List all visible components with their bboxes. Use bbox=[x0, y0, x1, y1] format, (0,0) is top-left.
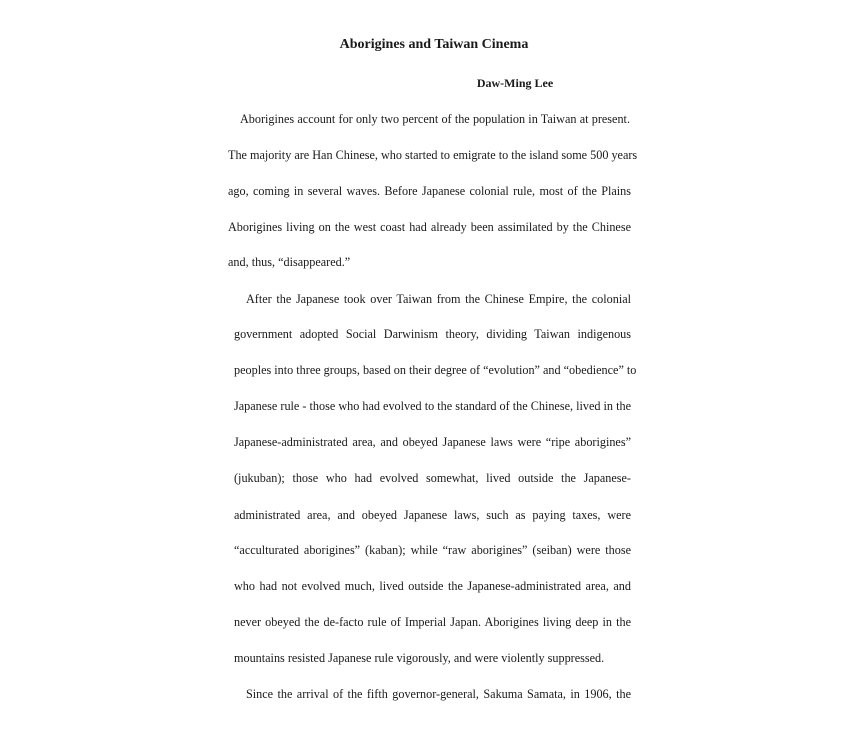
text-line: “acculturated aborigines” (kaban); while “raw aborigines” (seiban) were those bbox=[234, 543, 631, 557]
document-author: Daw-Ming Lee bbox=[476, 76, 554, 90]
text-line: ago, coming in several waves. Before Japanese colonial rule, most of the Plains bbox=[228, 184, 631, 198]
text-line: never obeyed the de-facto rule of Imperial Japan. Aborigines living deep in the bbox=[234, 615, 631, 629]
text-line: Japanese-administrated area, and obeyed Japanese laws were “ripe aborigines” bbox=[234, 435, 631, 449]
text-line: government adopted Social Darwinism theory, dividing Taiwan indigenous bbox=[234, 327, 631, 341]
text-line: The majority are Han Chinese, who started to emigrate to the island some 500 years bbox=[228, 148, 638, 162]
text-line: Since the arrival of the fifth governor-general, Sakuma Samata, in 1906, the bbox=[246, 687, 631, 701]
text-line: After the Japanese took over Taiwan from the Chinese Empire, the colonial bbox=[246, 292, 631, 306]
document-title: Aborigines and Taiwan Cinema bbox=[339, 37, 529, 52]
text-line: Japanese rule - those who had evolved to the standard of the Chinese, lived in the bbox=[234, 399, 631, 413]
text-line: (jukuban); those who had evolved somewhat, lived outside the Japanese- bbox=[234, 471, 631, 485]
text-line: peoples into three groups, based on their degree of “evolution” and “obedience” to bbox=[234, 363, 637, 377]
text-line: Aborigines account for only two percent of the population in Taiwan at present. bbox=[240, 112, 630, 126]
text-line: administrated area, and obeyed Japanese laws, such as paying taxes, were bbox=[234, 508, 631, 522]
text-line: who had not evolved much, lived outside the Japanese-administrated area, and bbox=[234, 579, 631, 593]
text-line: Aborigines living on the west coast had already been assimilated by the Chinese bbox=[228, 220, 631, 234]
text-line: mountains resisted Japanese rule vigorously, and were violently suppressed. bbox=[234, 651, 605, 665]
text-line: and, thus, “disappeared.” bbox=[228, 255, 351, 269]
